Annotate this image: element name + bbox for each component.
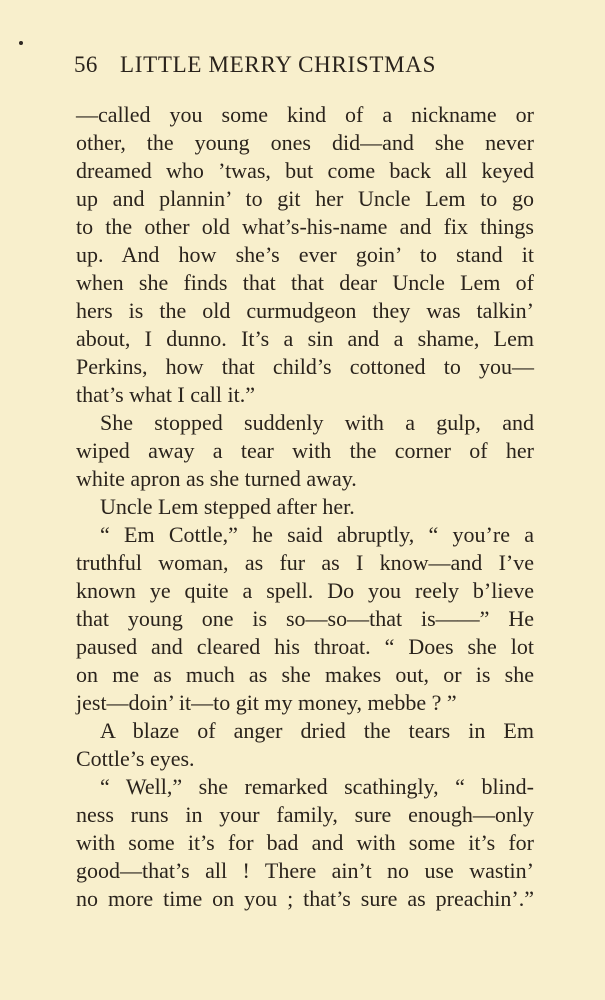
text-line: Cottle’s eyes. bbox=[76, 746, 195, 771]
text-line: jest—doin’ it—to git my money, mebbe ? ” bbox=[76, 690, 457, 715]
body-text bbox=[76, 101, 534, 913]
text-line: with some it’s for bad and with some it’s for bbox=[76, 830, 534, 855]
text-line: She stopped suddenly with a gulp, and bbox=[100, 410, 534, 435]
ink-speck bbox=[19, 41, 23, 45]
text-line: Perkins, how that child’s cottoned to you— bbox=[76, 354, 534, 379]
text-line: truthful woman, as fur as I know—and I’ve bbox=[76, 550, 534, 575]
text-line: up. And how she’s ever goin’ to stand it bbox=[76, 242, 534, 267]
text-line: good—that’s all ! There ain’t no use wastin’ bbox=[76, 858, 534, 883]
book-title: LITTLE MERRY CHRISTMAS bbox=[119, 52, 437, 77]
text-line: no more time on you ; that’s sure as preachin’.” bbox=[76, 886, 534, 911]
text-line: that’s what I call it.” bbox=[76, 382, 255, 407]
text-line: wiped away a tear with the corner of her bbox=[76, 438, 534, 463]
text-line: other, the young ones did—and she never bbox=[76, 130, 534, 155]
text-line: up and plannin’ to git her Uncle Lem to go bbox=[76, 186, 534, 211]
text-line: that young one is so—so—that is——” He bbox=[76, 606, 534, 631]
running-head bbox=[74, 52, 536, 82]
text-line: A blaze of anger dried the tears in Em bbox=[100, 718, 534, 743]
text-line: when she finds that that dear Uncle Lem of bbox=[76, 270, 534, 295]
text-line: about, I dunno. It’s a sin and a shame, Lem bbox=[76, 326, 534, 351]
text-line: to the other old what’s-his-name and fix things bbox=[76, 214, 534, 239]
text-line: ness runs in your family, sure enough—only bbox=[76, 802, 534, 827]
text-line: dreamed who ’twas, but come back all keyed bbox=[76, 158, 534, 183]
text-line: —called you some kind of a nickname or bbox=[76, 102, 534, 127]
text-line: on me as much as she makes out, or is she bbox=[76, 662, 534, 687]
text-line: known ye quite a spell. Do you reely b’lieve bbox=[76, 578, 534, 603]
text-line: Uncle Lem stepped after her. bbox=[100, 494, 355, 519]
text-line: paused and cleared his throat. “ Does she lot bbox=[76, 634, 534, 659]
text-line: white apron as she turned away. bbox=[76, 466, 357, 491]
text-line: “ Em Cottle,” he said abruptly, “ you’re a bbox=[100, 522, 534, 547]
text-line: “ Well,” she remarked scathingly, “ blind- bbox=[100, 774, 534, 799]
text-line: hers is the old curmudgeon they was talkin’ bbox=[76, 298, 534, 323]
page-number: 56 bbox=[74, 52, 98, 77]
